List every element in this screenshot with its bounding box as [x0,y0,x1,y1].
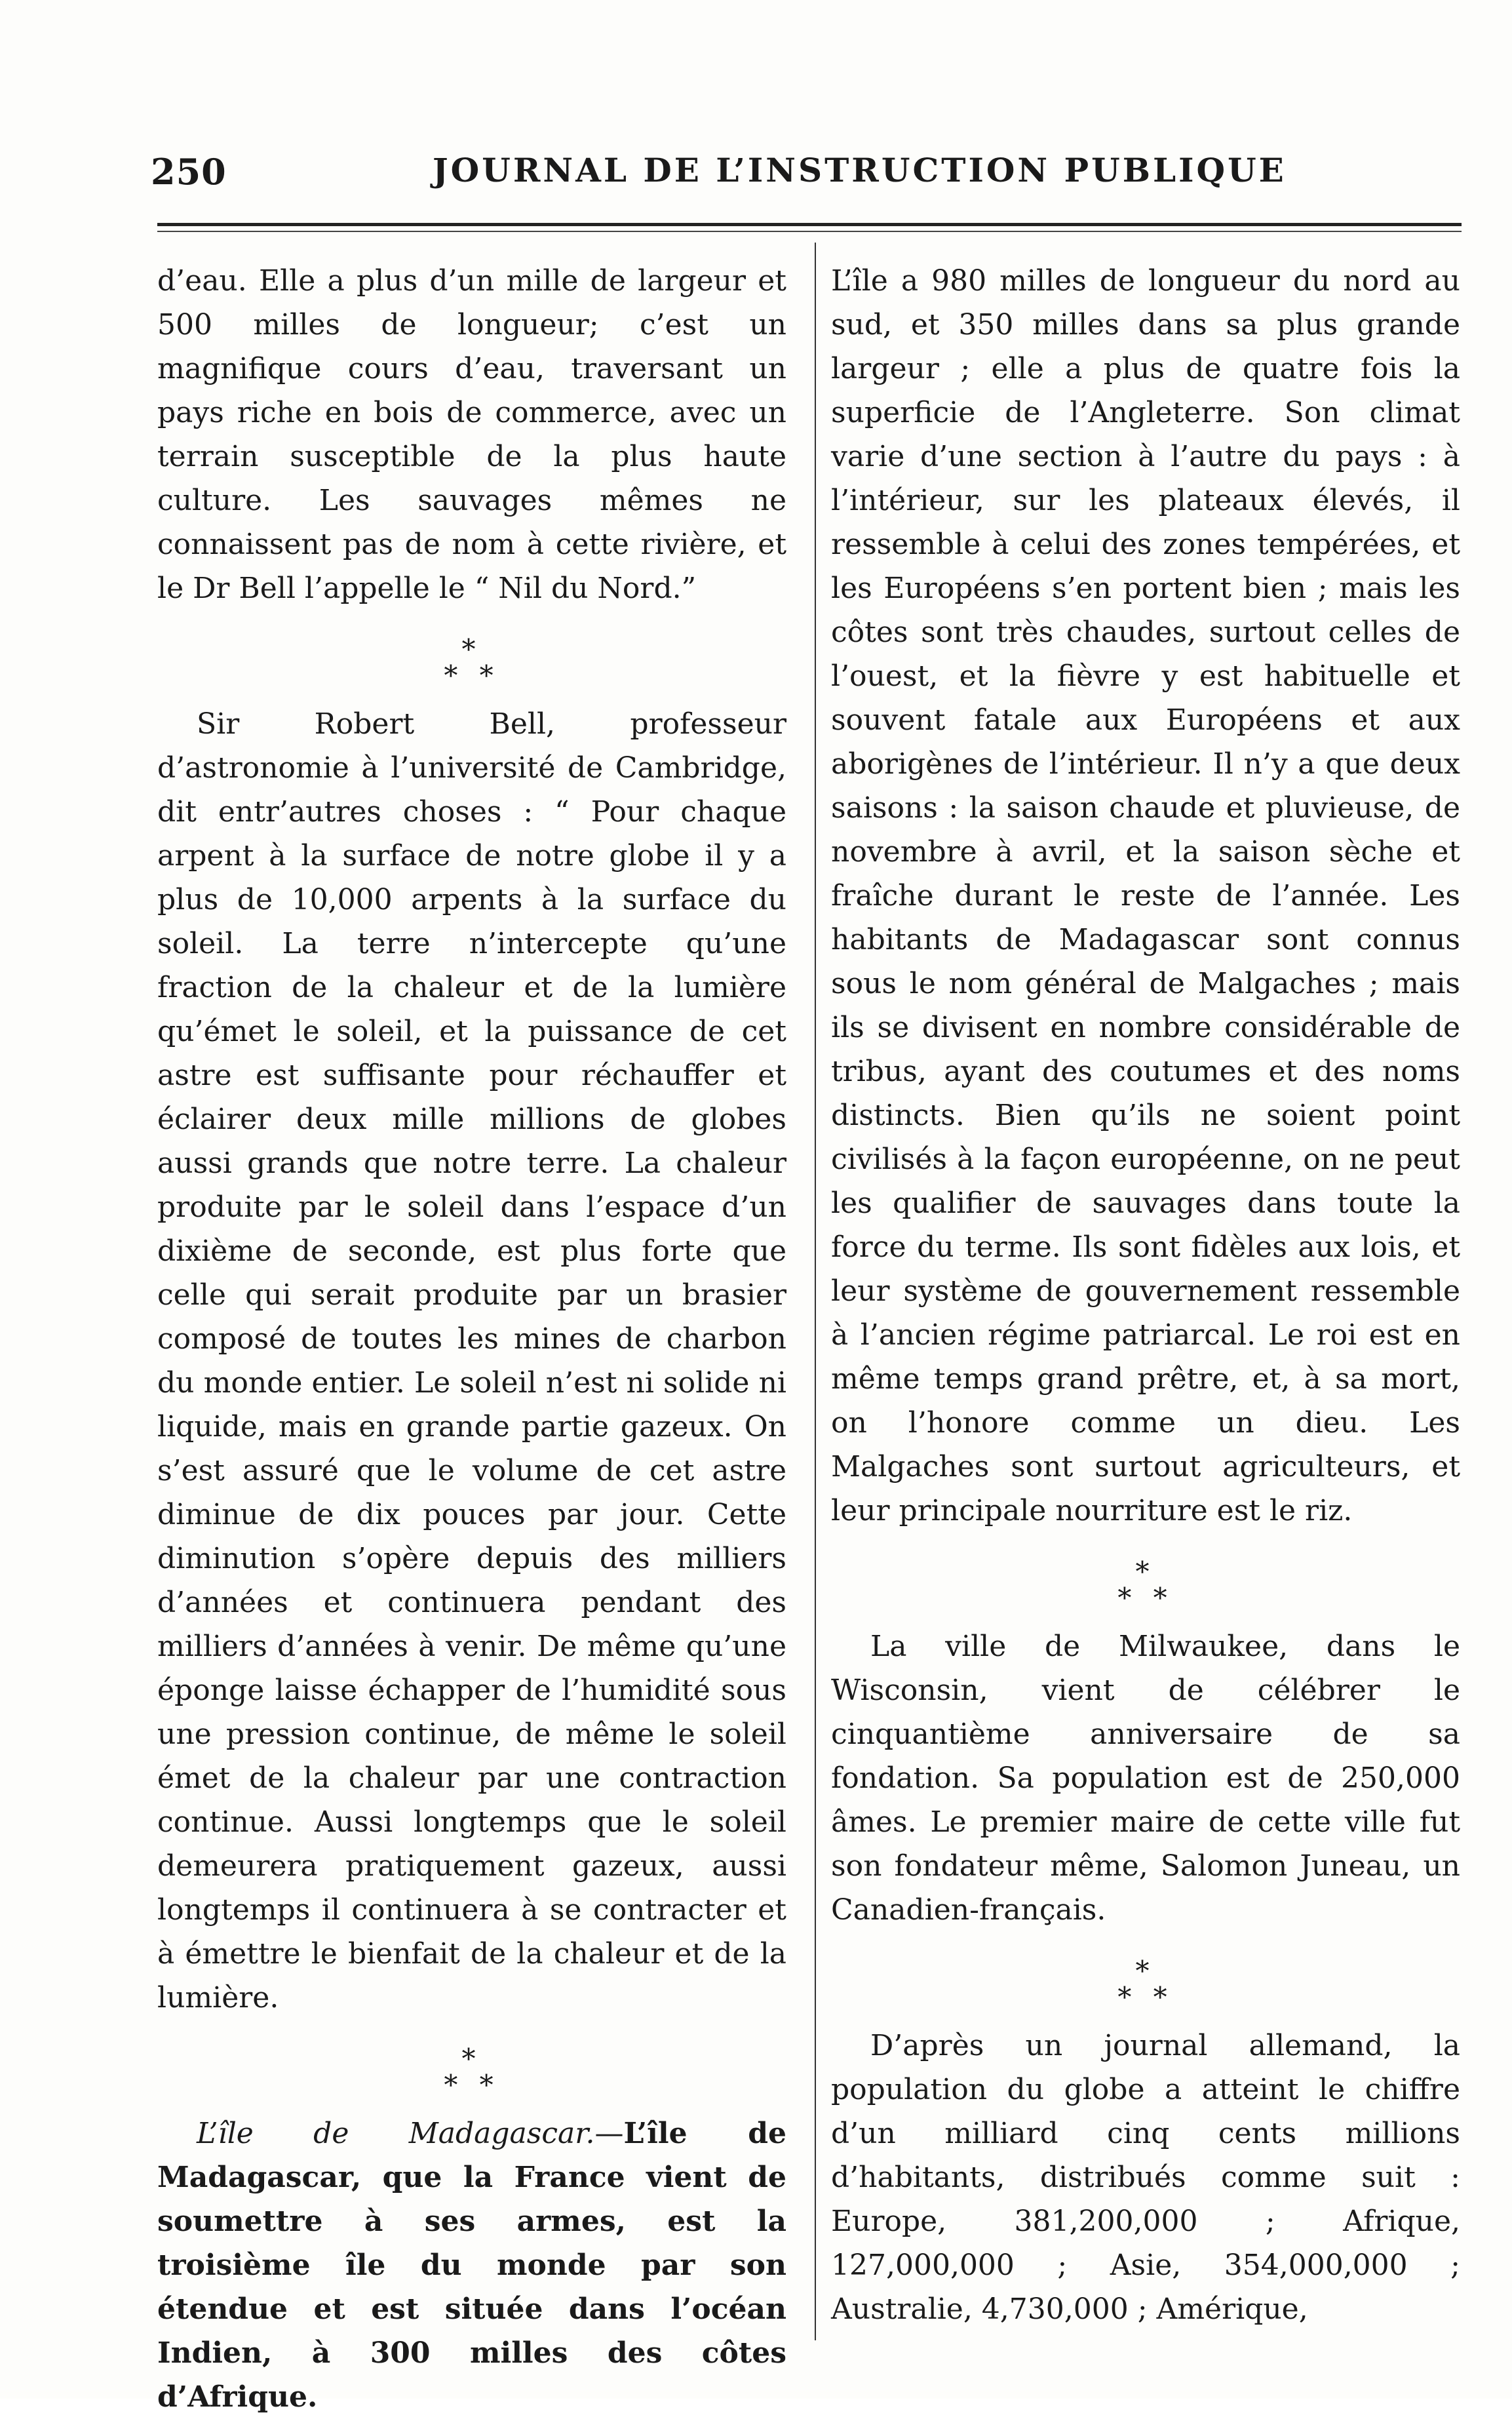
left-column [157,259,786,2419]
separator-star-top: * [461,2043,482,2075]
paragraph-soleil: Sir Robert Bell, professeur d’astronomie à l’université de Cambridge, dit entr’autres choses : “ Pour chaque arpent à la surface de notre globe il y a plus de 10,000 arpents à la surface du soleil. La terre n’intercepte qu’une fraction de la chaleur et de la lumière qu’émet le soleil, et la puissance de cet astre est suffisante pour réchauffer et éclairer deux mille millions de globes aussi grands que notre terre. La chaleur produite par le soleil dans l’espace d’un dixième de seconde, est plus forte que celle qui serait produite par un brasier composé de toutes les mines de charbon du monde entier. Le soleil n’est ni solide ni liquide, mais en grande partie gazeux. On s’est assuré que le volume de cet astre diminue de dix pouces par jour. Cette diminution s’opère depuis des milliers d’années et continuera pendant des milliers d’années à venir. De même qu’une éponge laisse échapper de l’humidité sous une pression continue, de même le soleil émet de la chaleur par une contraction continue. Aussi longtemps que le soleil demeurera pratiquement gazeux, aussi longtemps il continuera à se contracter et à émettre le bienfait de la chaleur et de la lumière. [157,707,786,2015]
column-divider [815,243,816,2340]
section-separator [831,1932,1460,2024]
madagascar-body: L’île de Madagascar, que la France vient de soumettre à ses armes, est la troisième île du monde par son étendue et est située dans l’océan Indien, à 300 milles des côtes d’Afrique. [157,2117,786,2414]
paragraph-nil-du-nord: d’eau. Elle a plus d’un mille de largeur et 500 milles de longueur; c’est un magnifique cours d’eau, traversant un pays riche en bois de commerce, avec un terrain susceptible de la plus haute culture. Les sauvages mêmes ne connaissent pas de nom à cette rivière, et le Dr Bell l’appelle le “ Nil du Nord.” [157,264,786,605]
right-column [831,259,1460,2331]
section-separator [831,1533,1460,1624]
section-separator [157,2020,786,2112]
separator-star-bottom: * * [1117,1582,1174,1614]
separator-star-top: * [1135,1556,1156,1588]
paragraph-madagascar [157,2112,786,2419]
page-number: 250 [151,151,227,193]
madagascar-dash: — [594,2117,624,2150]
header-rule [157,223,1462,226]
header-rule-thin [157,231,1462,232]
section-separator [157,610,786,702]
separator-star-bottom: * * [1117,1981,1174,2013]
paragraph-milwaukee: La ville de Milwaukee, dans le Wisconsin, vient de célébrer le cinquantième anniversaire de sa fondation. Sa population est de 250,000 âmes. Le premier maire de cette ville fut son fondateur même, Salomon Juneau, un Canadien-français. [831,1630,1460,1927]
madagascar-title: L’île de Madagascar. [197,2117,595,2150]
separator-star-bottom: * * [444,2069,500,2101]
page-header [151,151,1455,203]
paragraph-madagascar-continued: L’île a 980 milles de longueur du nord au sud, et 350 milles dans sa plus grande largeur ; elle a plus de quatre fois la superficie de l’Angleterre. Son climat varie d’une section à l’autre du pays : à l’intérieur, sur les plateaux élevés, il ressemble à celui des zones tempérées, et les Européens s’en portent bien ; mais les côtes sont très chaudes, surtout celles de l’ouest, et la fièvre y est habituelle et souvent fatale aux Européens et aux aborigènes de l’intérieur. Il n’y a que deux saisons : la saison chaude et pluvieuse, de novembre à avril, et la saison sèche et fraîche durant le reste de l’année. Les habitants de Madagascar sont connus sous le nom général de Malgaches ; mais ils se divisent en nombre considérable de tribus, ayant des coutumes et des noms distincts. Bien qu’ils ne soient point civilisés à la façon européenne, on ne peut les qualifier de sauvages dans toute la force du terme. Ils sont fidèles aux lois, et leur système de gouvernement ressemble à l’ancien régime patriarcal. Le roi est en même temps grand prêtre, et, à sa mort, on l’honore comme un dieu. Les Malgaches sont surtout agriculteurs, et leur principale nourriture est le riz. [831,264,1460,1527]
running-title: JOURNAL DE L’INSTRUCTION PUBLIQUE [433,151,1287,189]
separator-star-top: * [461,633,482,665]
separator-star-top: * [1135,1955,1156,1987]
separator-star-bottom: * * [444,659,500,692]
paragraph-population: D’après un journal allemand, la population du globe a atteint le chiffre d’un milliard cinq cents millions d’habitants, distribués comme suit : Europe, 381,200,000 ; Afrique, 127,000,000 ; Asie, 354,000,000 ; Australie, 4,730,000 ; Amérique, [831,2029,1460,2326]
